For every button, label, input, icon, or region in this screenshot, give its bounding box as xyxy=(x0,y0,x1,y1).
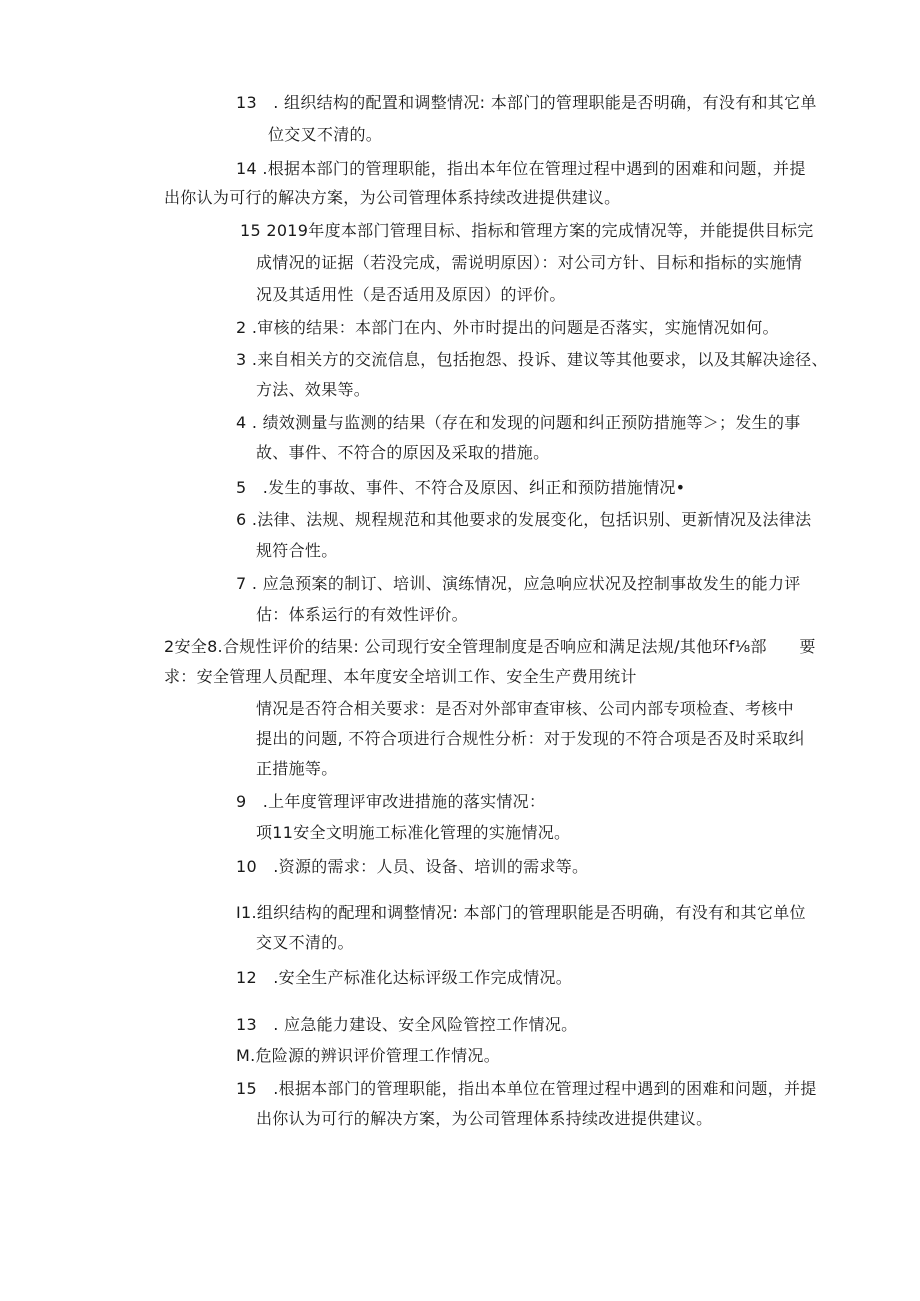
paragraph-line: 位交叉不清的。 xyxy=(268,125,383,144)
paragraph-line: 7 . 应急预案的制订、培训、演练情况，应急响应状况及控制事故发生的能力评 xyxy=(236,574,801,593)
paragraph-line: 13 . 组织结构的配置和调整情况: 本部门的管理职能是否明确，有没有和其它单 xyxy=(236,93,817,112)
paragraph-line: 2 .审核的结果：本部门在内、外市时提出的问题是否落实，实施情况如何。 xyxy=(236,318,779,337)
paragraph-line: 2安全8.合规性评价的结果: 公司现行安全管理制度是否响应和满足法规/其他环f⅛部 要 xyxy=(164,637,816,656)
paragraph-line: 出你认为可行的解决方案，为公司管理体系持续改进提供建议。 xyxy=(164,188,621,207)
paragraph-line: 4 . 绩效测量与监测的结果（存在和发现的问题和纠正预防措施等＞；发生的事 xyxy=(236,413,801,432)
paragraph-line: 正措施等。 xyxy=(256,759,338,778)
paragraph-line: 15 2019年度本部门管理目标、指标和管理方案的完成情况等，并能提供目标完 xyxy=(240,221,814,240)
paragraph-line: 6 .法律、法规、规程规范和其他要求的发展变化，包括识别、更新情况及法律法 xyxy=(236,510,812,529)
paragraph-line: 10 .资源的需求：人员、设备、培训的需求等。 xyxy=(236,857,589,876)
paragraph-line: 成情况的证据（若没完成，需说明原因）：对公司方针、目标和指标的实施情 xyxy=(256,253,803,272)
paragraph-line: 故、事件、不符合的原因及采取的措施。 xyxy=(256,443,550,462)
paragraph-line: 求：安全管理人员配理、本年度安全培训工作、安全生产费用统计 xyxy=(164,667,637,686)
paragraph-line: 15 .根据本部门的管理职能，指出本单位在管理过程中遇到的困难和问题，并提 xyxy=(236,1079,817,1098)
paragraph-line: 5 .发生的事故、事件、不符合及原因、纠正和预防措施情况• xyxy=(236,478,686,497)
paragraph-line: 规符合性。 xyxy=(256,541,338,560)
paragraph-line: 13 . 应急能力建设、安全风险管控工作情况。 xyxy=(236,1015,578,1034)
paragraph-line: 交叉不清的。 xyxy=(256,933,354,952)
paragraph-line: 方法、效果等。 xyxy=(256,380,371,399)
paragraph-line: 提出的问题, 不符合项进行合规性分析：对于发现的不符合项是否及时采取纠 xyxy=(256,729,805,748)
paragraph-line: 12 .安全生产标准化达标评级工作完成情况。 xyxy=(236,968,573,987)
paragraph-line: 情况是否符合相关要求：是否对外部审查审核、公司内部专项检查、考核中 xyxy=(256,699,794,718)
paragraph-line: 项11安全文明施工标准化管理的实施情况。 xyxy=(256,823,571,842)
paragraph-line: 3 .来自相关方的交流信息，包括抱怨、投诉、建议等其他要求，以及其解决途径、 xyxy=(236,350,828,369)
paragraph-line: M.危险源的辨识评价管理工作情况。 xyxy=(236,1046,500,1065)
paragraph-line: I1.组织结构的配理和调整情况: 本部门的管理职能是否明确，有没有和其它单位 xyxy=(236,903,806,922)
paragraph-line: 估：体系运行的有效性评价。 xyxy=(256,605,468,624)
paragraph-line: 况及其适用性（是否适用及原因）的评价。 xyxy=(256,285,566,304)
paragraph-line: 出你认为可行的解决方案，为公司管理体系持续改进提供建议。 xyxy=(256,1109,713,1128)
paragraph-line: 14 .根据本部门的管理职能，指出本年位在管理过程中遇到的困难和问题，并提 xyxy=(236,159,806,178)
paragraph-line: 9 .上年度管理评审改进措施的落实情况： xyxy=(236,792,546,811)
